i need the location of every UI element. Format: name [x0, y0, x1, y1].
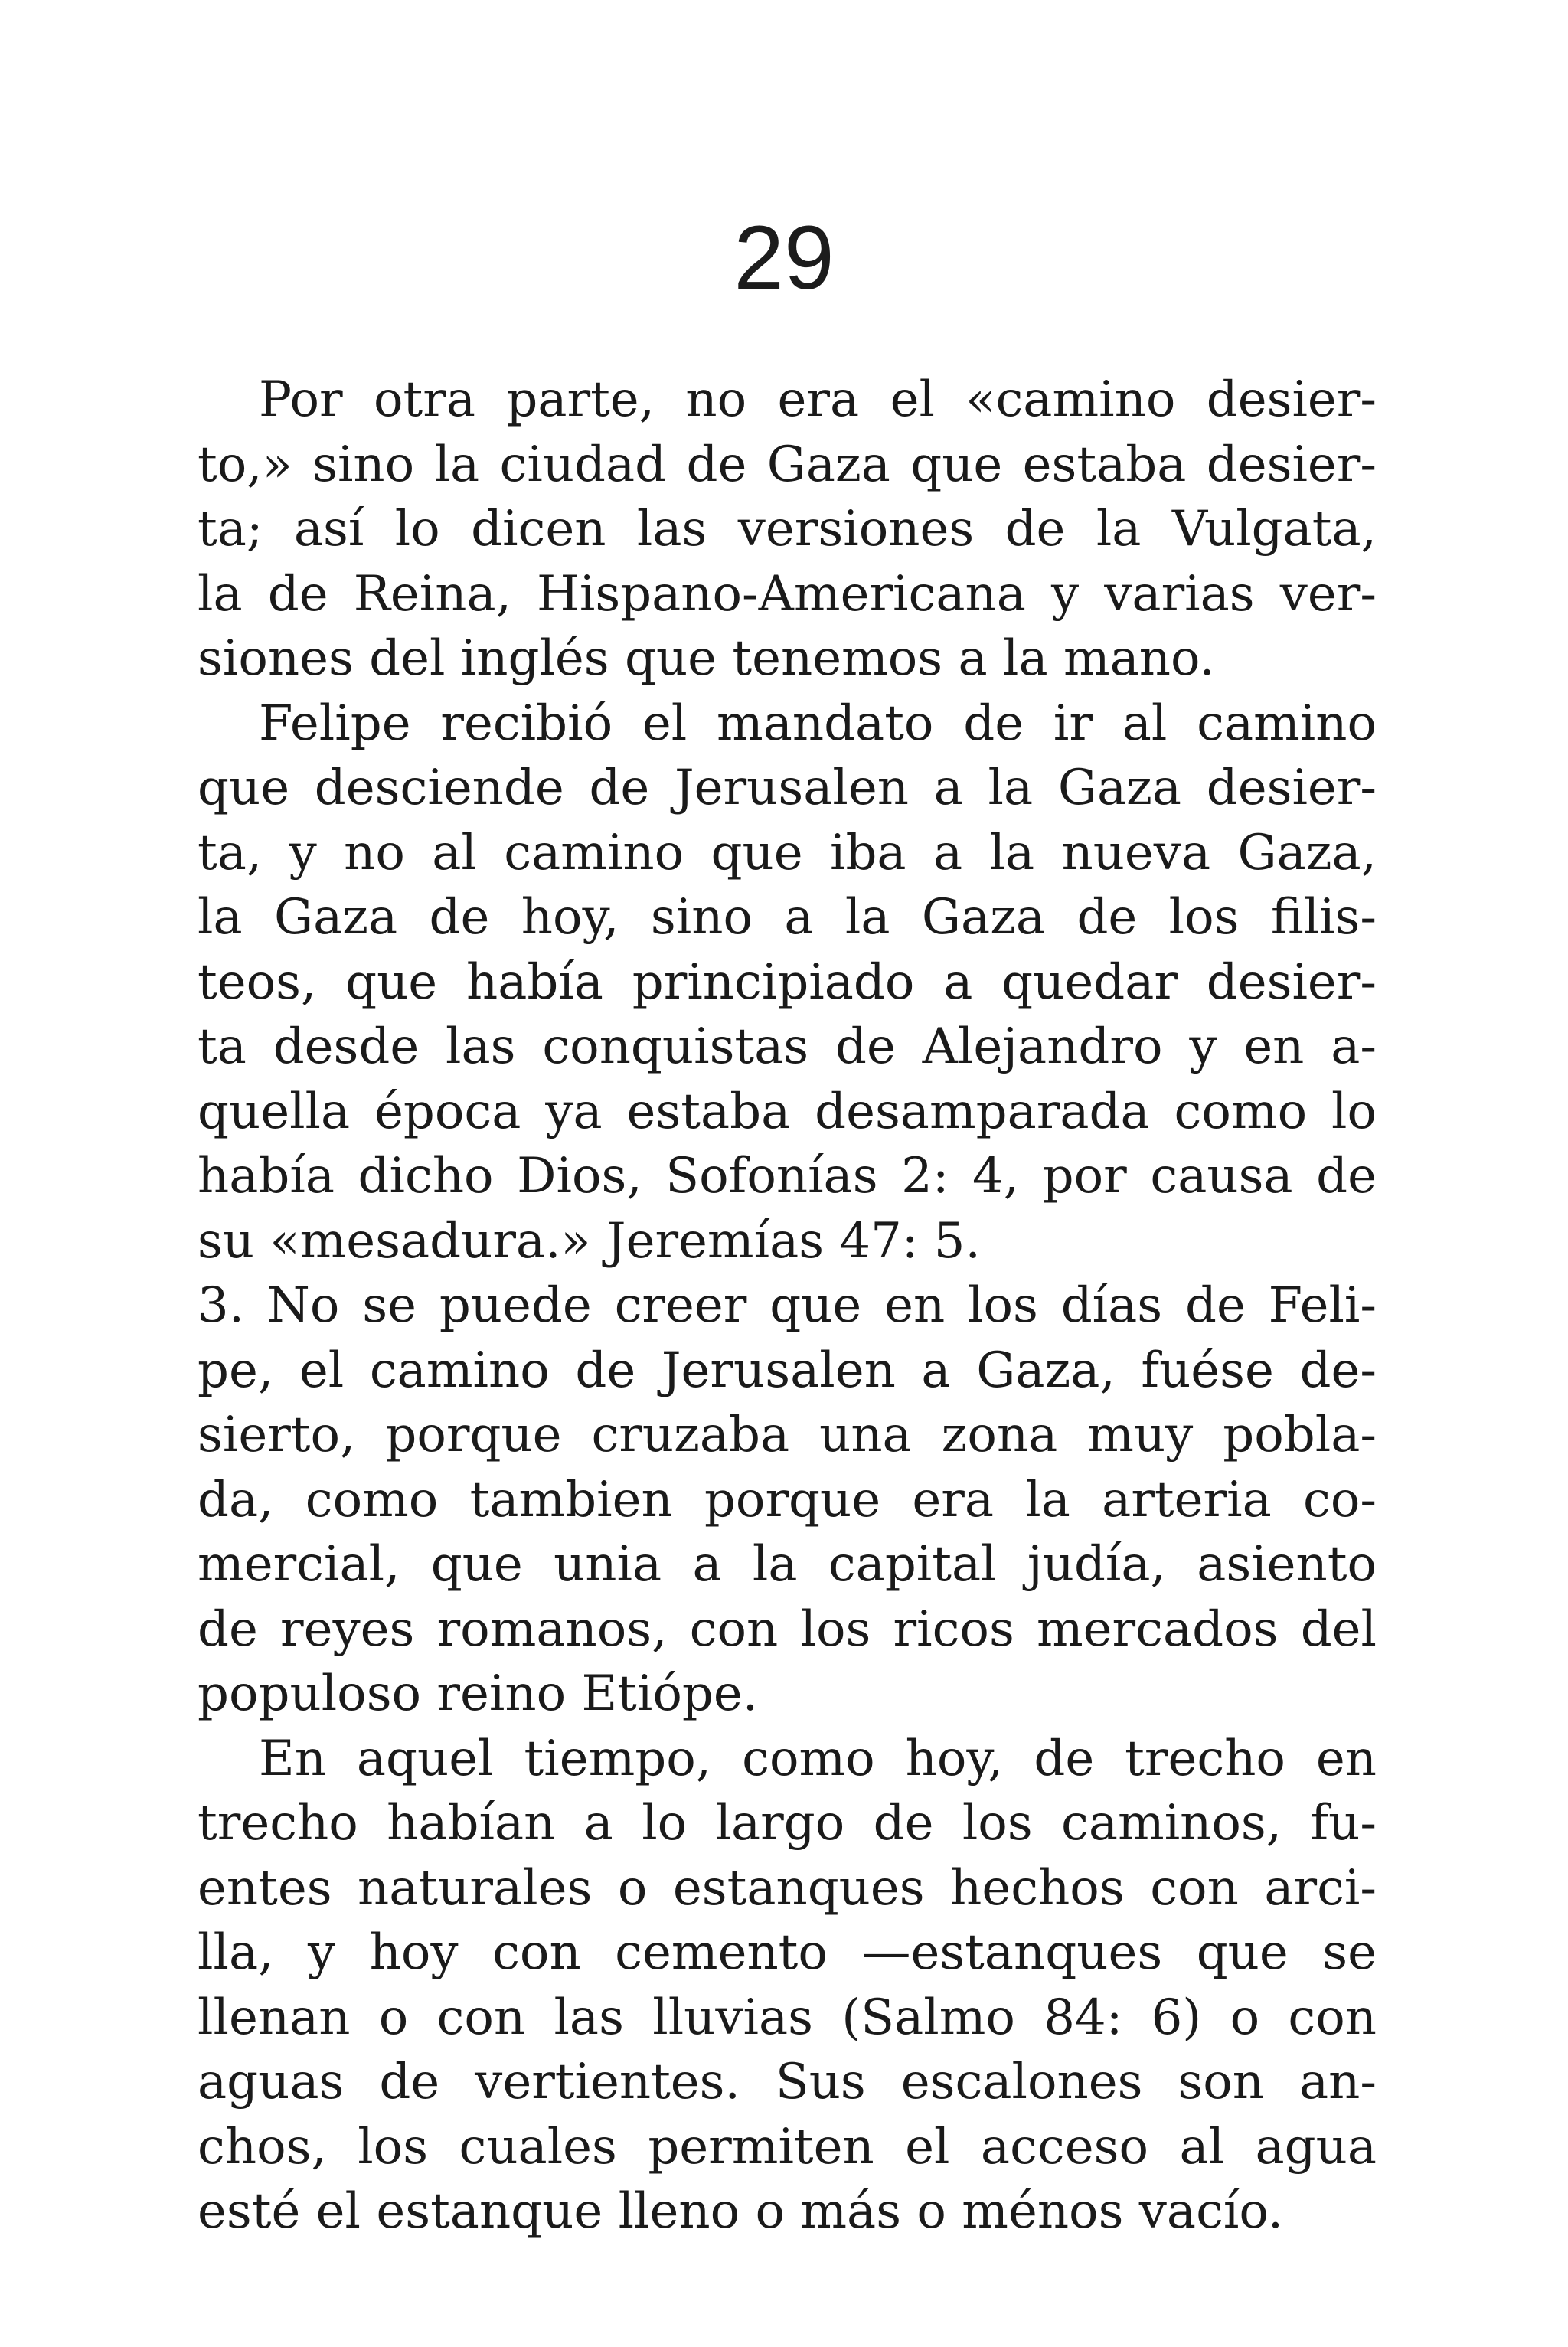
text-line: sierto, porque cruzaba una zona muy pobla- [198, 1407, 1377, 1463]
text-line: la Gaza de hoy, sino a la Gaza de los filis- [198, 889, 1377, 946]
text-line: ta desde las conquistas de Alejandro y en a- [198, 1018, 1377, 1075]
text-line: En aquel tiempo, como hoy, de trecho en [259, 1730, 1377, 1787]
text-line: aguas de vertientes. Sus escalones son an- [198, 2054, 1377, 2110]
text-line: ta; así lo dicen las versiones de la Vulgata, [198, 501, 1377, 557]
text-line: populoso reino Etiópe. [198, 1665, 759, 1722]
text-line: pe, el camino de Jerusalen a Gaza, fuése de- [198, 1342, 1377, 1399]
text-line: quella época ya estaba desamparada como lo [198, 1083, 1377, 1140]
text-line: entes naturales o estanques hechos con arci- [198, 1859, 1377, 1917]
text-line: Por otra parte, no era el «camino desier- [259, 371, 1377, 428]
text-line: ta, y no al camino que iba a la nueva Gaza, [198, 824, 1377, 881]
text-line: mercial, que unia a la capital judía, asiento [198, 1536, 1377, 1593]
text-line: había dicho Dios, Sofonías 2: 4, por causa de [198, 1148, 1377, 1205]
text-line: Felipe recibió el mandato de ir al camino [259, 695, 1377, 752]
text-line: trecho habían a lo largo de los caminos, fu- [198, 1795, 1377, 1852]
text-line: que desciende de Jerusalen a la Gaza desier- [198, 760, 1377, 816]
text-line: da, como tambien porque era la arteria co- [198, 1471, 1377, 1528]
text-line: chos, los cuales permiten el acceso al agua [198, 2118, 1377, 2175]
text-line: esté el estanque lleno o más o ménos vacío. [198, 2183, 1284, 2240]
text-line: siones del inglés que tenemos a la mano. [198, 630, 1215, 687]
text-line: la de Reina, Hispano-Americana y varias ver- [198, 565, 1377, 623]
text-line: lla, y hoy con cemento —estanques que se [198, 1924, 1377, 1981]
text-line: teos, que había principiado a quedar desier- [198, 953, 1377, 1011]
text-line: su «mesadura.» Jeremías 47: 5. [198, 1212, 981, 1270]
text-line: llenan o con las lluvias (Salmo 84: 6) o con [198, 1989, 1377, 2046]
body-text [198, 368, 1377, 2244]
page-number: 29 [733, 208, 835, 309]
text-line: de reyes romanos, con los ricos mercados del [198, 1600, 1377, 1658]
text-line: 3. No se puede creer que en los días de Feli- [198, 1277, 1377, 1334]
text-line: to,» sino la ciudad de Gaza que estaba desier- [198, 436, 1377, 493]
